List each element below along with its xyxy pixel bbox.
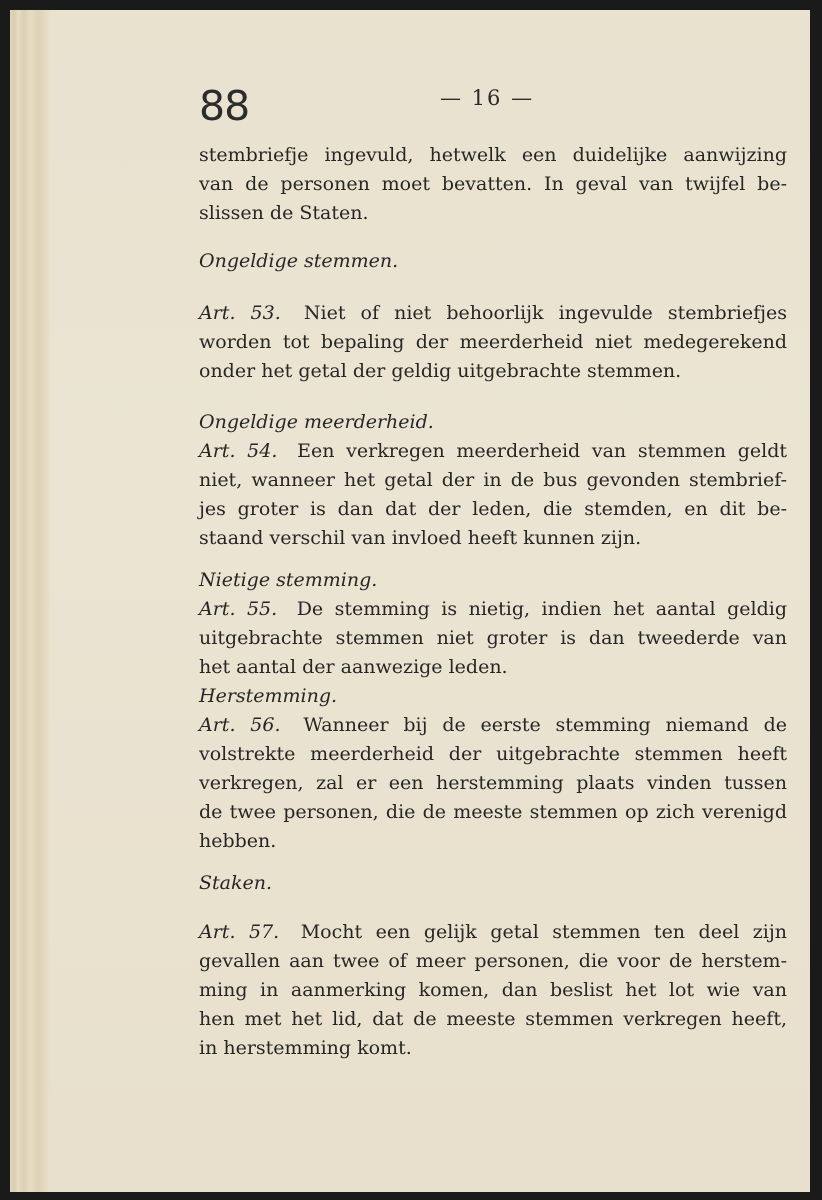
article-text: De stemming is nietig, indien het aantal geldig (296, 598, 787, 620)
text-line (199, 595, 787, 624)
text-line: verkregen, zal er een herstemming plaats vinden tussen (199, 772, 787, 794)
section-heading: Herstemming. (199, 685, 338, 707)
article-reference: Art. 55. (199, 598, 278, 620)
section-heading: Nietige stemming. (199, 569, 378, 591)
text-line (199, 437, 787, 466)
text-line: volstrekte meerderheid der uitgebrachte stemmen heeft (199, 743, 787, 765)
article-reference: Art. 56. (199, 714, 281, 736)
section-heading: Ongeldige stemmen. (199, 250, 399, 272)
article-reference: Art. 54. (199, 440, 278, 462)
article-reference: Art. 53. (199, 302, 281, 324)
section-herstemming (199, 682, 787, 856)
text-line: gevallen aan twee of meer personen, die voor de herstem- (199, 950, 787, 972)
text-line: slissen de Staten. (199, 202, 369, 224)
text-line: de twee personen, die de meeste stemmen op zich verenigd (199, 801, 787, 823)
text-line: van de personen moet bevatten. In geval van twijfel be- (199, 173, 787, 195)
text-line: hebben. (199, 830, 277, 852)
text-line: worden tot bepaling der meerderheid niet medegerekend (199, 331, 787, 353)
text-line: staand verschil van invloed heeft kunnen zijn. (199, 527, 642, 549)
section-heading: Ongeldige meerderheid. (199, 411, 434, 433)
folio-page-number: — 16 — (440, 86, 535, 110)
text-line: uitgebrachte stemmen niet groter is dan tweederde van (199, 627, 787, 649)
text-line: jes groter is dan dat der leden, die stemden, en dit be- (199, 498, 787, 520)
article-57 (199, 918, 787, 1063)
article-text: Niet of niet behoorlijk ingevulde stembriefjes (303, 302, 787, 324)
text-line: in herstemming komt. (199, 1037, 412, 1059)
article-53 (199, 299, 787, 386)
section-heading: Staken. (199, 872, 273, 894)
section-nietige-stemming (199, 566, 787, 682)
text-line (199, 918, 787, 947)
text-line: niet, wanneer het getal der in de bus gevonden stembrief- (199, 469, 787, 491)
text-line: ming in aanmerking komen, dan beslist het lot wie van (199, 979, 787, 1001)
article-text: Wanneer bij de eerste stemming niemand de (303, 714, 788, 736)
section-ongeldige-stemmen (199, 247, 787, 276)
article-reference: Art. 57. (199, 921, 280, 943)
text-line: onder het getal der geldig uitgebrachte stemmen. (199, 360, 682, 382)
page-stamp-number: 88 (199, 82, 250, 130)
article-text: Mocht een gelijk getal stemmen ten deel zijn (300, 921, 787, 943)
text-line (199, 299, 787, 328)
section-staken (199, 869, 787, 898)
article-text: Een verkregen meerderheid van stemmen geldt (297, 440, 787, 462)
text-line (199, 711, 787, 740)
text-line: stembriefje ingevuld, hetwelk een duidelijke aanwijzing (199, 144, 787, 166)
text-line: hen met het lid, dat de meeste stemmen verkregen heeft, (199, 1008, 787, 1030)
text-line: het aantal der aanwezige leden. (199, 656, 508, 678)
page-binding-edge (10, 10, 50, 1192)
section-ongeldige-meerderheid (199, 408, 787, 553)
intro-paragraph (199, 141, 787, 228)
